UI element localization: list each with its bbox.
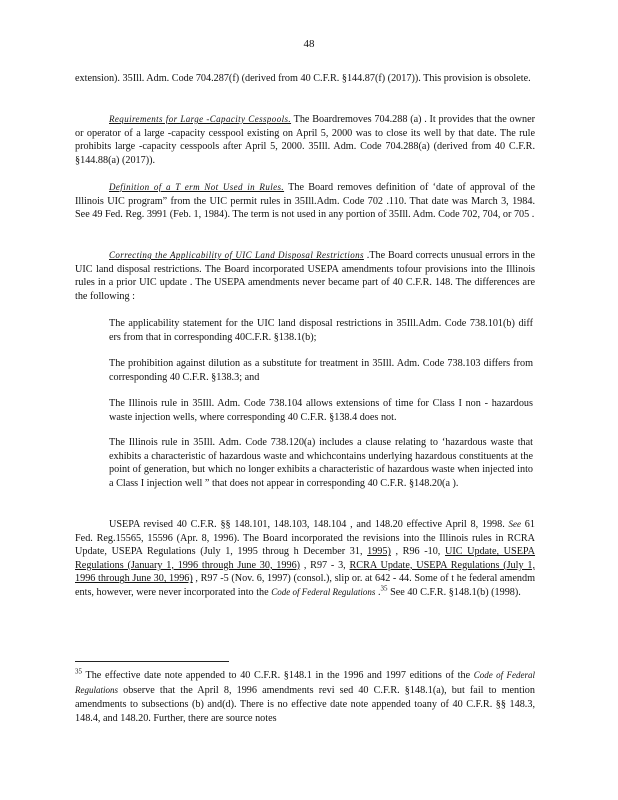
text-revisions-d: , R97 - 3, [300,559,350,571]
text-cfr-title: Code of Federal Regulations [271,586,376,597]
link-rcra-1995: 1995) [367,546,391,558]
text-revisions-a: USEPA revised 40 C.F.R. §§ 148.101, 148.103, 148.104 , and 148.20 effective April 8, 1998. [109,519,509,530]
text-definition: The Board removes definition of ‘date of approval of the Illinois UIC program” from the UIC permit rules in 35Ill.Adm. Code 702 .110. That date was March 3, 1984. See 49 Fed. Reg. 3991 (Feb. 1, 1984). The term is not used in any portion of 35Ill. Adm. Code 702, 704, or 705 . [75,182,535,221]
text-cesspools: The Boardremoves 704.288 (a) . It provides that the owner or operator of a large -capacity cesspool existing on April 5, 2000 was to close its well by that date. The rule prohibits large -capacity cesspools after April 5, 2000. 35Ill. Adm. Code 704.288(a) (derived from 40 C.F.R. §144.88(a) (2017)). [75,114,535,166]
paragraph-applicability [75,249,535,303]
text-revisions-e: , R97 -5 (Nov. 6, 1997) (consol.), slip or. at 642 - 44. Some of t he federal amendm ents, however, were never incorporated into the [75,573,535,598]
paragraph-usepa-revisions [75,518,535,600]
text-revisions-f: . [375,586,381,598]
heading-applicability: Correcting the Applicability of UIC Land Disposal Restrictions [109,250,364,260]
footnote-cfr-title: Code of Federal Regulations [75,670,535,695]
text-revisions-c: , R96 -10, [390,546,445,558]
list-item-applicability: The applicability statement for the UIC land disposal restrictions in 35Ill.Adm. Code 738.101(b) diff ers from that in corresponding 40C.F.R. §138.1(b); [109,318,533,343]
text-revisions-b: 61 Fed. Reg.15565, 15596 (Apr. 8, 1996). The Board incorporated the revisions into the Illinois rules in RCRA Update, USEPA Regulations (July 1, 1995 throug h December 31, [75,519,535,558]
footnote-separator [75,661,229,662]
text-see: See [508,519,522,529]
text-applicability: .The Board corrects unusual errors in the UIC land disposal restrictions. The Board incorporated USEPA amendments tofour provisions into the Illinois rules in a prior UIC update . The USEPA amendments never became part of 40 C.F.R. 148. The differences are the following : [75,250,535,302]
heading-cesspools: Requirements for Large -Capacity Cesspools. [109,114,292,124]
paragraph-definition [75,181,535,222]
link-rcra-1996: RCRA Update, USEPA Regulations (July 1, 1996 through June 30, 1996) [75,559,535,585]
list-item-hazardous-waste: The Illinois rule in 35Ill. Adm. Code 738.120(a) includes a clause relating to ‘hazardous waste that exhibits a characteristic of hazardous waste and whichcontains underlying hazardous constituents at the point of generation, but which no longer exhibits a characteristic of hazardous waste when injected into a Class I injection well ” that does not appear in corresponding 40 C.F.R. §148.20(a ). [109,437,533,489]
list-item-dilution: The prohibition against dilution as a substitute for treatment in 35Ill. Adm. Code 738.103 differs from corresponding 40 C.F.R. §138.3; and [109,358,533,383]
text-revisions-g: See 40 C.F.R. §148.1(b) (1998). [387,586,521,598]
footnote-number: 35 [75,667,82,676]
list-item-extensions: The Illinois rule in 35Ill. Adm. Code 738.104 allows extensions of time for Class I non - hazardous waste injection wells, where corresponding 40 C.F.R. §138.4 does not. [109,398,533,423]
paragraph-extension: extension). 35Ill. Adm. Code 704.287(f) (derived from 40 C.F.R. §144.87(f) (2017)). This provision is obsolete. [75,73,531,84]
footnote [75,668,535,726]
heading-definition: Definition of a T erm Not Used in Rules. [109,182,285,192]
footnote-reference: 35 [380,584,388,593]
footnote-text-a: The effective date note appended to 40 C.F.R. §148.1 in the 1996 and 1997 editions of the [82,670,474,681]
link-uic-update: UIC Update, USEPA Regulations (January 1, 1996 through June 30, 1996) [75,546,536,571]
paragraph-cesspools [75,113,535,167]
page-number: 48 [303,38,315,50]
footnote-text-b: observe that the April 8, 1996 amendments revi sed 40 C.F.R. §148.1(a), but fail to mention amendments to subsections (b) and(d). There is no effective date note appended toany of 40 C.F.R. §§ 148.3, 148.4, and 148.20. Further, there are source notes [75,685,535,724]
